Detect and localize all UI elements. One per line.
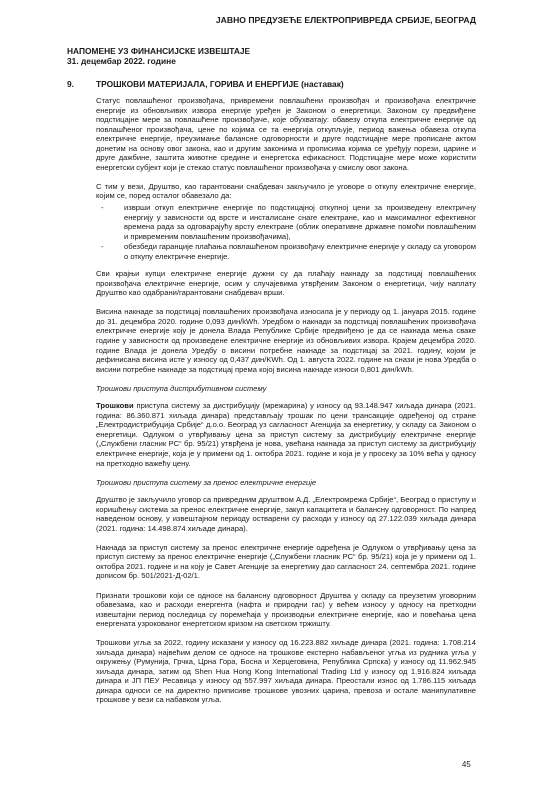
report-date: 31. децембар 2022. године — [67, 56, 176, 66]
paragraph-balancing-costs: Признати трошкови који се односе на балансну одговорност Друштва у складу са преузетим уговорним обавезама, као и расходи енергента (нафта и природни гас) у већем износу у односу на претходни извештајни период последица су поремећаја у производњи електричне енергије, као и повећања цена енергената узрокованог енергетском кризом на светском тржишту. — [96, 590, 476, 629]
paragraph-distribution-costs — [96, 401, 476, 468]
paragraph-guaranteed-supplier: С тим у вези, Друштво, као гарантовани снабдевач закључило је уговоре о откупу електричне енергије, којим се, поред осталог обавезало да: — [96, 181, 476, 201]
dash-bullet-icon: - — [101, 242, 104, 252]
page-number: 45 — [462, 760, 471, 769]
section-number: 9. — [67, 79, 74, 89]
subheading-transmission-access: Трошкови приступа систему за пренос електричне енергије — [96, 477, 317, 487]
paragraph-coal-costs: Трошкови угља за 2022. годину исказани у износу од 16.223.882 хиљаде динара (2021. година: 1.708.214 хиљада динара) највећим делом се односе на трошкове екстерно набављеног угља из рудника угља у окружењу (Румунија, Грчка, Црна Гора, Босна и Херцеговина, Република Српска) у износу од 11.962.945 хиљада динара, затим од Shen Hua Hong Kong International Trading Ltd у износу од 1.916.824 хиљада динара и ЈП ПЕУ Ресавица у износу од 557.997 хиљада динара. Преостали износ од 1.786.115 хиљада динара односи се на директно приписиве трошкове увозних царина, превоза и остале манипулативне трошкове у вези са набавком угља. — [96, 638, 476, 705]
obligations-list — [96, 203, 476, 261]
section-body — [96, 96, 476, 715]
subheading-distribution-access: Трошкови приступа дистрибутивном систему — [96, 383, 267, 393]
paragraph-transmission-fee: Накнада за приступ систему за пренос електричне енергије одређена је Одлуком о утврђивању цена за приступ систему за пренос електричне енергије („Службени гласник РС“ бр. 95/21) која је у примени од 1. октобра 2021. године и на коју је Савет Агенције за енергетику дао сагласност 24. септембра 2021. године дописом бр. 501/2021-Д-02/1. — [96, 542, 476, 581]
paragraph-text: приступа систему за дистрибуцију (мрежарина) у износу од 93.148.947 хиљада динара (2021. година: 86.360.871 хиљада динара) представљају трошак по цени трансакције одређеној од стране „Електродистрибуција Србије“ д.о.о. Београд уз сагласност Агенција за енергетику, у складу са Законом о енергетици. Одлуком о утврђивању цена за приступ систему за дистрибуцију електричне енергије („Службени гласник РС“ бр. 95/21) утврђена је нова, увећана накнада за приступ систему за дистрибуцију електричне енергије, која је у примени од 1. октобра 2021. године и која је у просеку за 10% већа у односу на претходно важећу цену. — [96, 401, 476, 468]
list-item — [101, 202, 476, 241]
list-item-text: обезбеди гаранције плаћања повлашћеном произвођачу електричне енергије у складу са уговором о откупу електричне енергије. — [124, 242, 476, 261]
section-title: ТРОШКОВИ МАТЕРИЈАЛА, ГОРИВА И ЕНЕРГИЈЕ (наставак) — [96, 79, 344, 89]
paragraph-preferential-producer-status: Статус повлашћеног произвођача, привремени повлашћени произвођач и произвођача електричне енергије из обновљивих извора енергије уређен је Законом о енергетици. Законом су предвиђене подстицајне мере за повлашћене произвођаче, које обухватају: обавезу откупа електричне енергије од повлашћеног произвођача, цене по којима се та енергија откупљује, период важења обавеза откупа електричне енергије, преузимање балансне одговорности и друге подстицајне мере прописане актом донетим на основу овог закона, као и другим законима и прописима којима се уређују порези, царине и друге дажбине, заштита животне средине и енергетска ефикасност. Подстицајне мере може користити енергетски субјект који је стекао статус повлашћеног произвођача у смислу овог закона. — [96, 96, 476, 172]
paragraph-end-customers: Сви крајњи купци електричне енергије дужни су да плаћају накнаду за подстицај повлашћених произвођача електричне енергије, осим у случајевима утврђеним Законом о енергетици, чију наплату Друштво као одабрани/гарантовани снабдевач врши. — [96, 269, 476, 298]
bold-lead-word: Трошкови — [96, 401, 134, 411]
report-header — [67, 46, 250, 66]
paragraph-fee-amount: Висина накнаде за подстицај повлашћених произвођача износила је у периоду од 1. јануара 2015. године до 31. децембра 2020. године 0,093 дин/kWh. Уредбом о накнади за подстицај повлашћених произвођача електричне енергије коју је донела Влада Републике Србије предвиђено је да се накнада мења сваке године у зависности од произведене електричне енергије из обновљивих извора. Крајем децембра 2020. године Влада је донела Уредбу о висини потребне накнаде за подстицај за 2021. годину, којом је дефинисана висина исте у износу од 0,437 дин/KWh. Од 1. августа 2022. године на снази је нова Уредба о висини потребне накнаде за подстицај према којој висина накнаде износи 0,801 дин/kWh. — [96, 307, 476, 374]
list-item — [101, 242, 476, 261]
list-item-text: изврши откуп електричне енергије по подстицајној откупној цени за произведену електричну енергију у зависности од врсте и инсталисане снаге електране, као и максималног ефективног времена рада за одговарајућу врсту електране (облик оперативне државне помоћи повлашћеним и привременим повлашћеним произвођачима), — [124, 202, 476, 241]
notes-title: НАПОМЕНЕ УЗ ФИНАНСИЈСКЕ ИЗВЕШТАЈЕ — [67, 46, 251, 56]
paragraph-transmission-contract: Друштво је закључило уговор са привредним друштвом А.Д. „Електромрежа Србије“, Београд о приступу и коришћењу система за пренос електричне енергије, закуп капацитета и балансну одговорност. По напред наведеном основу, у извештајном периоду остварени су расходи у износу од 27.122.039 хиљада динара (2021. година: 14.498.874 хиљаде динара). — [96, 495, 476, 533]
company-name: ЈАВНО ПРЕДУЗЕЋЕ ЕЛЕКТРОПРИВРЕДА СРБИЈЕ, БЕОГРАД — [215, 15, 476, 25]
dash-bullet-icon: - — [101, 202, 104, 212]
